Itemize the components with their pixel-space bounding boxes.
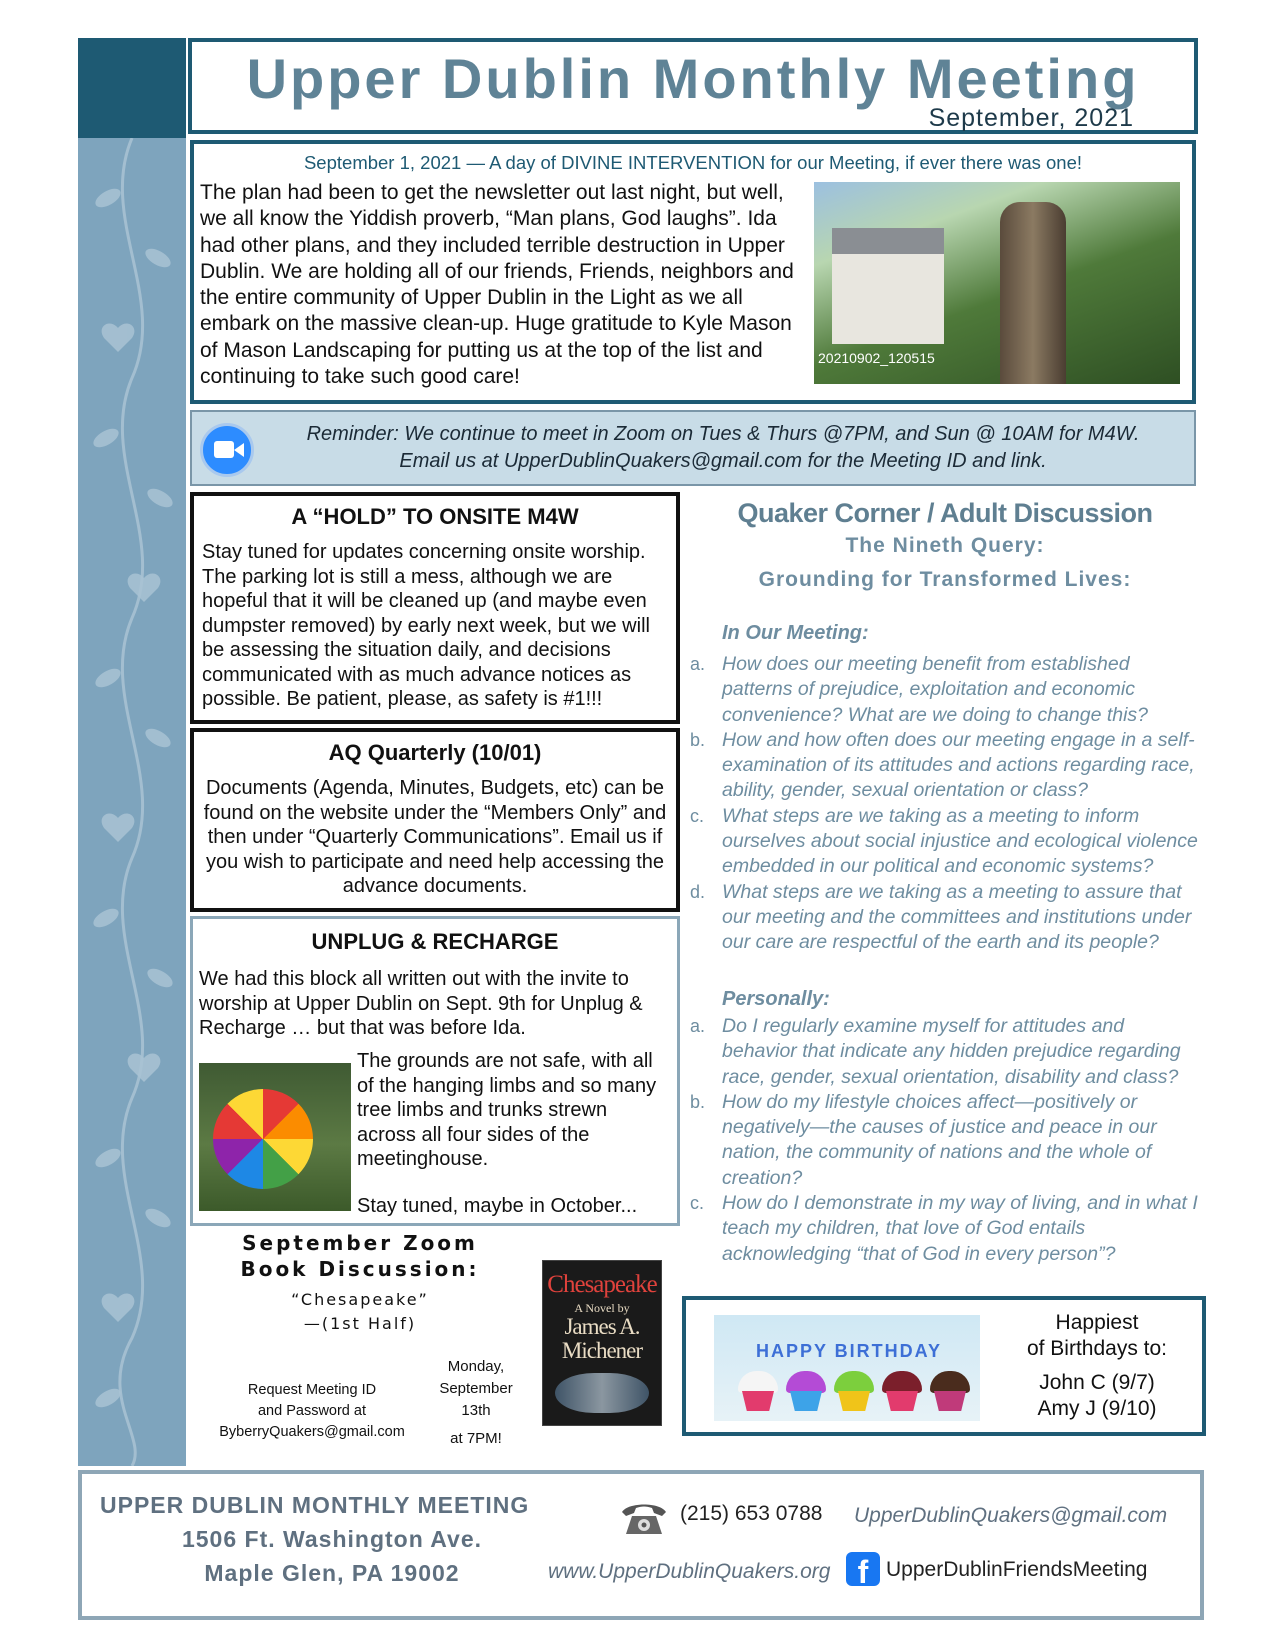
meeting-queries-list: [690, 652, 1200, 956]
header-corner-block: [78, 38, 186, 138]
onsite-hold-title: A “HOLD” TO ONSITE M4W: [291, 504, 579, 529]
cover-title: Chesapeake: [547, 1271, 657, 1298]
intro-body: The plan had been to get the newsletter out last night, but well, we all know the Yiddish proverb, “Man plans, God laughs”. Ida had other plans, and they included terrible destruction in Upper Dublin. We are holding all of our friends, Friends, neighbors and the entire community of Upper Dublin in the Light as we all embark on the massive clean-up. Huge gratitude to Kyle Mason of Mason Landscaping for putting us at the top of the list and continuing to take such good care!: [200, 181, 794, 389]
umbrella-shape: [213, 1089, 313, 1189]
quaker-corner-title: Quaker Corner / Adult Discussion: [737, 498, 1153, 528]
book-request-email[interactable]: ByberryQuakers@gmail.com: [219, 1424, 405, 1440]
cupcake: [786, 1371, 826, 1411]
book-request-info: Request Meeting ID and Password at ByberryQuakers@gmail.com: [202, 1380, 422, 1443]
facebook-icon: f: [846, 1552, 880, 1586]
intro-section: [190, 140, 1196, 404]
footer-email[interactable]: UpperDublinQuakers@gmail.com: [854, 1504, 1168, 1527]
reminder-line-1: Reminder: We continue to meet in Zoom on Tues & Thurs @7PM, and Sun @ 10AM for M4W.: [306, 423, 1140, 445]
aq-quarterly-title: AQ Quarterly (10/01): [328, 740, 542, 765]
book-discussion: [190, 1230, 530, 1460]
birthday-image-text: HAPPY BIRTHDAY: [755, 1341, 943, 1361]
intro-headline: September 1, 2021 — A day of DIVINE INTERVENTION for our Meeting, if ever there was one!: [303, 152, 1083, 173]
unplug-title: UNPLUG & RECHARGE: [311, 929, 559, 954]
cover-author: James A. Michener: [561, 1314, 643, 1363]
cover-art: [555, 1373, 649, 1413]
zoom-reminder: [190, 410, 1196, 486]
cupcake: [834, 1371, 874, 1411]
quaker-corner-subtitle-2: Grounding for Transformed Lives:: [758, 568, 1132, 591]
list-item: d. What steps are we taking as a meeting to assure that our meeting and the committees and institutions under our care are respectful of the earth and its people?: [690, 880, 1192, 954]
birthday-names: John C (9/7) Amy J (9/10): [1037, 1371, 1157, 1420]
footer-address-line-1: 1506 Ft. Washington Ave.: [181, 1526, 483, 1552]
list-item: c. How do I demonstrate in my way of living, and in what I teach my children, that love of God entails acknowledging “that of God in every person”?: [690, 1192, 1198, 1265]
onsite-hold-box: [190, 492, 680, 724]
book-cover-image: [542, 1260, 662, 1426]
umbrella-photo: [199, 1063, 351, 1211]
footer-facebook[interactable]: UpperDublinFriendsMeeting: [886, 1558, 1148, 1581]
unplug-body-1: We had this block all written out with the invite to worship at Upper Dublin on Sept. 9th for Unplug & Recharge … but that was before Ida.: [199, 968, 643, 1039]
zoom-icon: [200, 423, 254, 477]
birthday-greeting: Happiest of Birthdays to:: [1026, 1311, 1168, 1360]
list-item: c. What steps are we taking as a meeting to inform ourselves about social injustice and ecological violence embedded in our political and economic systems?: [690, 804, 1198, 878]
book-date-time: Monday, September 13th at 7PM!: [439, 1358, 513, 1447]
unplug-recharge-box: [190, 916, 680, 1226]
unplug-body-2: [357, 1049, 667, 1218]
reminder-text: [262, 421, 1184, 475]
unplug-body-3-text: Stay tuned, maybe in October...: [357, 1194, 638, 1217]
photo-tree-shape: [1000, 202, 1066, 384]
issue-date: September, 2021: [928, 104, 1134, 132]
newsletter-title: Upper Dublin Monthly Meeting: [246, 47, 1140, 110]
decorative-sidebar: [78, 138, 186, 1466]
footer-org-name: UPPER DUBLIN MONTHLY MEETING: [100, 1492, 530, 1518]
footer-address-line-2: Maple Glen, PA 19002: [204, 1560, 460, 1586]
book-discussion-title: September Zoom Book Discussion:: [240, 1231, 480, 1281]
aq-quarterly-box: [190, 728, 680, 912]
photo-caption: 20210902_120515: [818, 350, 935, 366]
cupcake: [882, 1371, 922, 1411]
section-heading-personally: Personally:: [722, 988, 830, 1010]
meetinghouse-photo: [814, 182, 1180, 384]
list-item: b. How do my lifestyle choices affect—positively or negatively—the causes of justice and peace in our nation, the community of nations and the whole of creation?: [690, 1090, 1157, 1189]
personal-queries-list: [690, 1014, 1200, 1267]
footer-phone[interactable]: (215) 653 0788: [680, 1502, 823, 1525]
quaker-corner-subtitle-1: The Nineth Query:: [845, 534, 1045, 557]
quaker-corner: [690, 498, 1200, 1278]
list-item: a. Do I regularly examine myself for attitudes and behavior that indicate any hidden prejudice regarding race, gender, sexual orientation, disability and class?: [690, 1015, 1181, 1088]
unplug-body-2-text: The grounds are not safe, with all of the hanging limbs and so many tree limbs and trunks strewn across all four sides of the meetinghouse.: [357, 1050, 657, 1170]
reminder-line-2: Email us at UpperDublinQuakers@gmail.com for the Meeting ID and link.: [399, 450, 1047, 472]
birthday-cupcakes-image: [714, 1315, 980, 1421]
phone-icon: [618, 1500, 670, 1538]
section-heading-meeting: In Our Meeting:: [722, 622, 869, 644]
cupcake: [738, 1371, 778, 1411]
list-item: b. How and how often does our meeting engage in a self-examination of its attitudes and actions regarding race, ability, gender, sexual orientation or class?: [690, 728, 1195, 802]
onsite-hold-body: Stay tuned for updates concerning onsite worship. The parking lot is still a mess, although we are hopeful that it will be cleaned up (and maybe even dumpster removed) by early next week, but we will be assessing the situation daily, and decisions communicated with as much advance notices as possible. Be patient, please, as safety is #1!!!: [202, 541, 650, 710]
footer-website[interactable]: www.UpperDublinQuakers.org: [548, 1560, 831, 1583]
footer: [78, 1470, 1204, 1620]
birthdays-box: [682, 1296, 1206, 1436]
newsletter-header: [188, 38, 1198, 134]
cupcake: [930, 1371, 970, 1411]
photo-house-shape: [832, 228, 944, 344]
aq-quarterly-body: Documents (Agenda, Minutes, Budgets, etc) can be found on the website under the “Members Only” and then under “Quarterly Communications”. Email us if you wish to participate and need help accessing the advance documents.: [203, 777, 667, 897]
list-item: a. How does our meeting benefit from established patterns of prejudice, exploitation and economic convenience? What are we doing to change this?: [690, 653, 1149, 726]
book-name: “Chesapeake” —(1st Half): [291, 1290, 429, 1333]
cover-subtitle: A Novel by: [574, 1301, 630, 1315]
